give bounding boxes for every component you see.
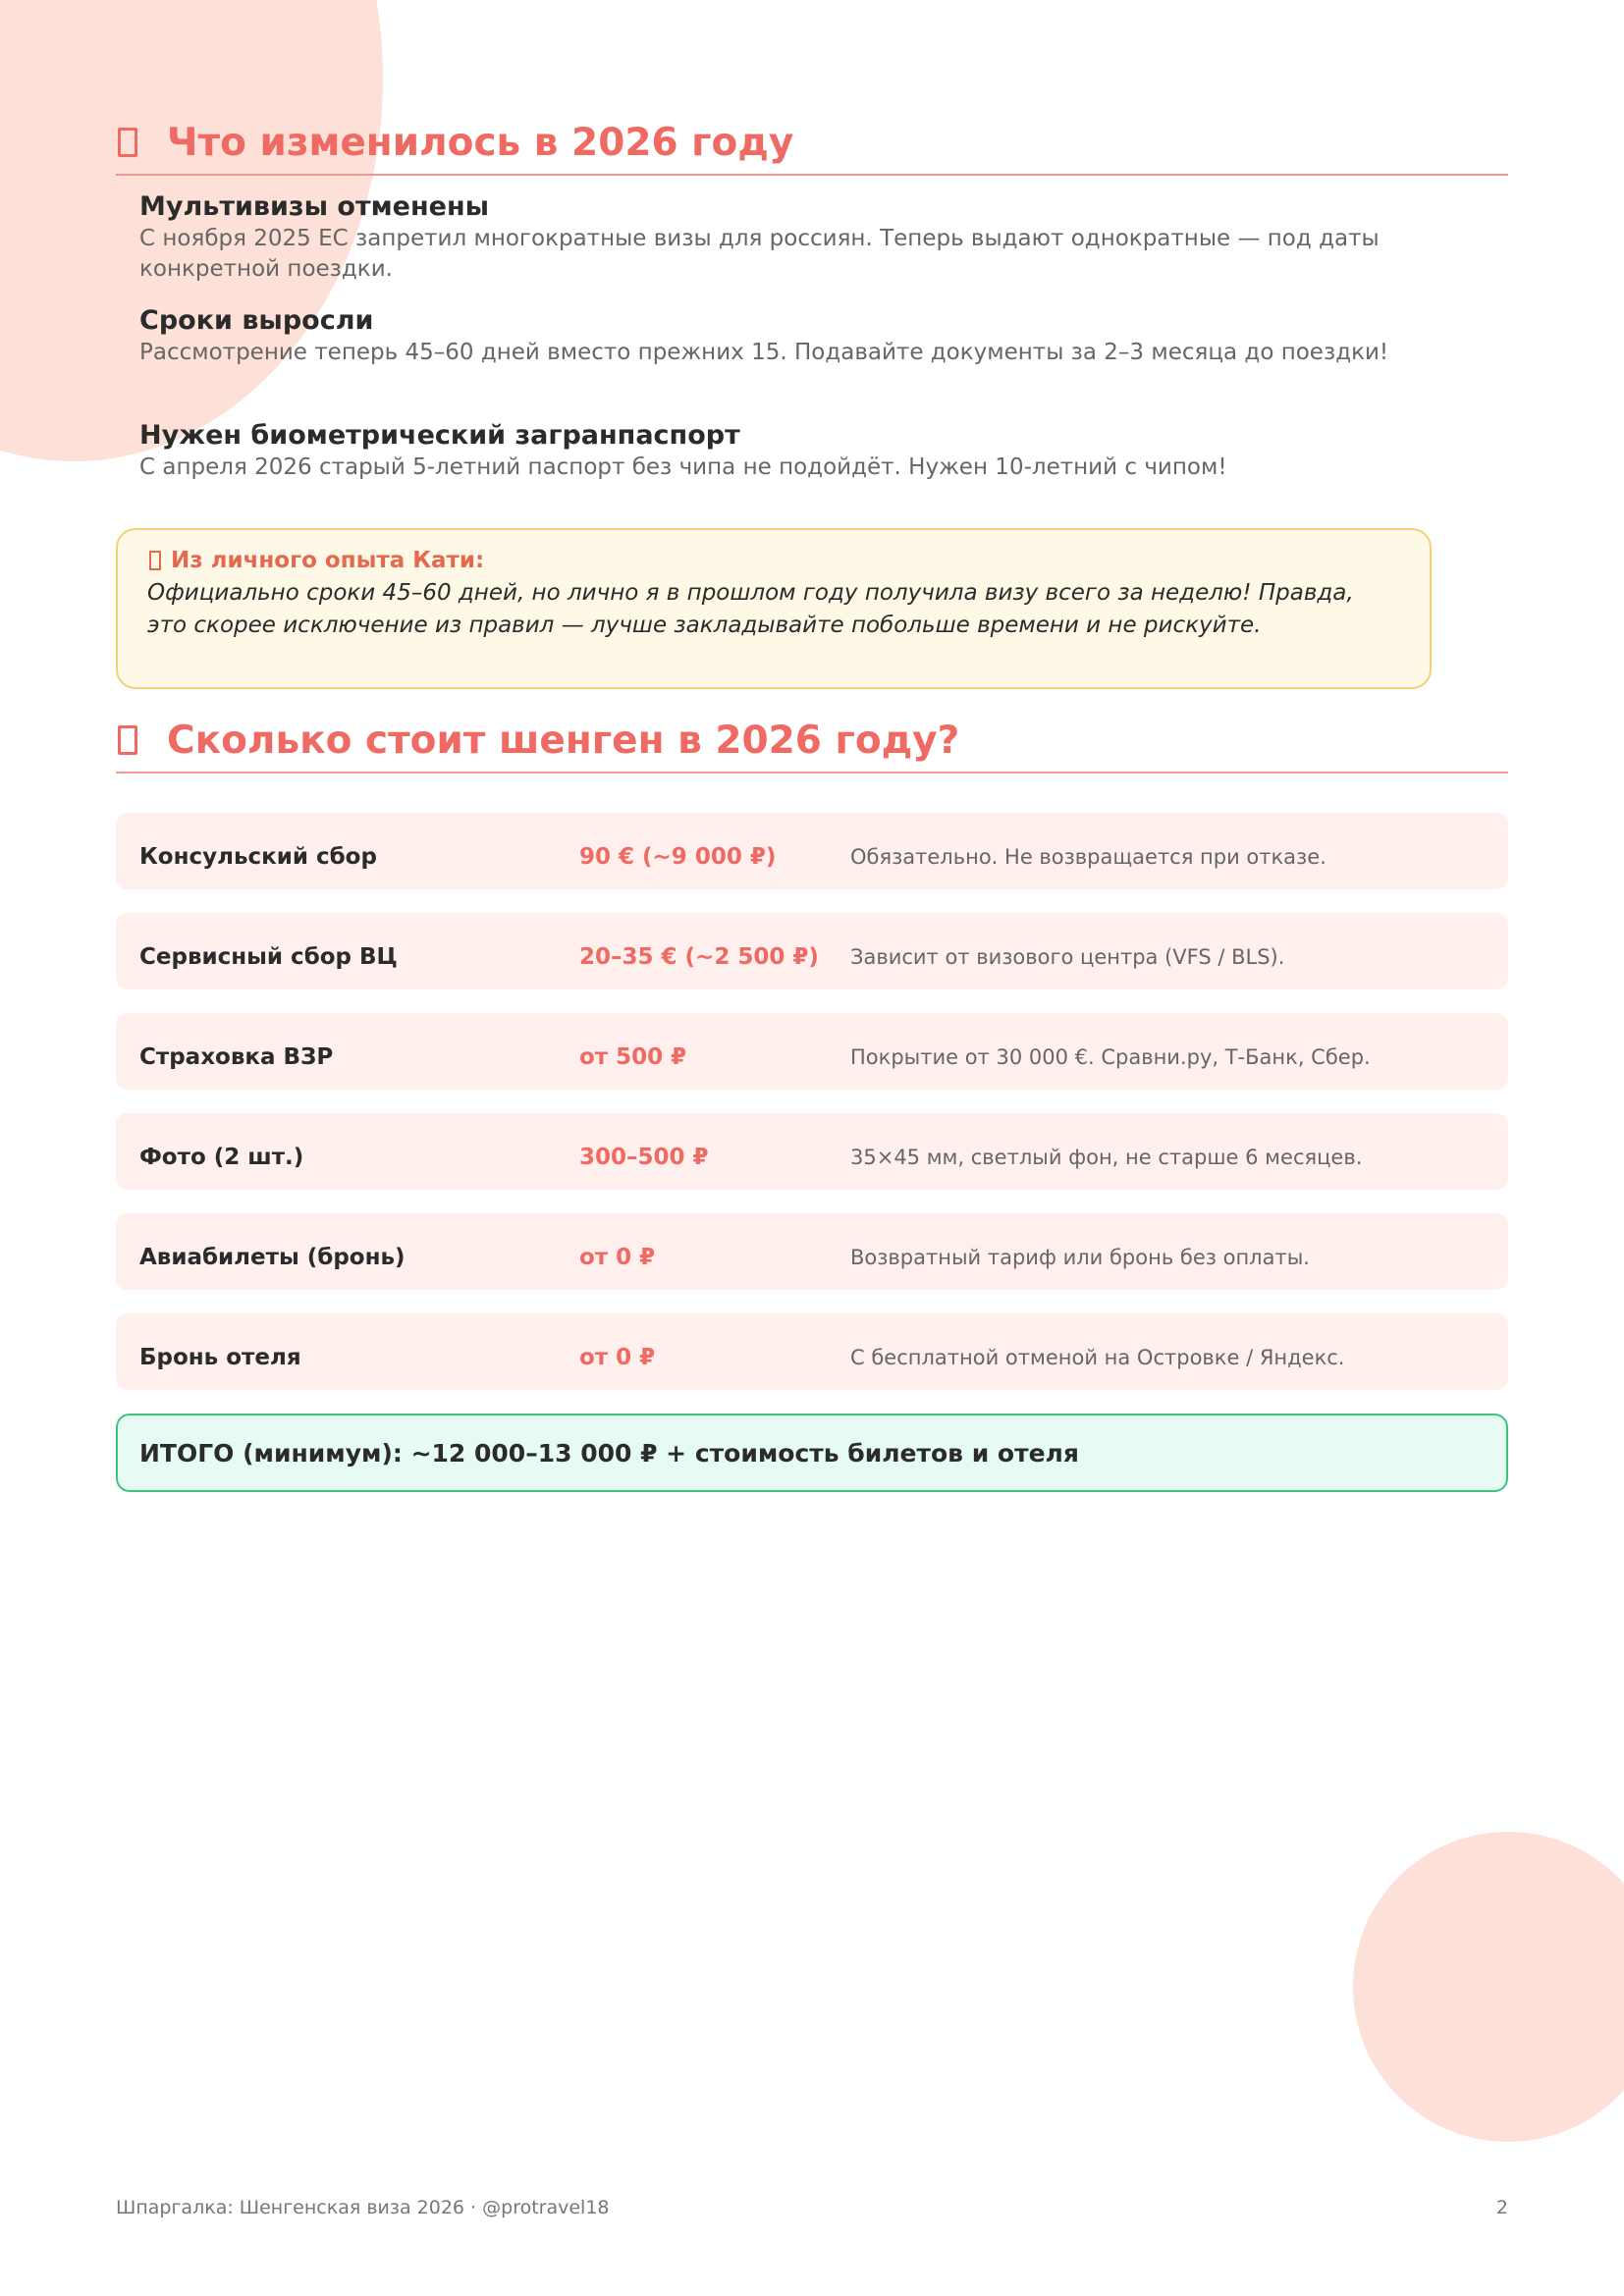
cost-name: Сервисный сбор ВЦ <box>139 944 398 970</box>
cost-note: С бесплатной отменой на Островке / Яндекс. <box>850 1346 1345 1369</box>
section-costs-header <box>116 709 1508 774</box>
cost-price: от 500 ₽ <box>579 1044 687 1070</box>
cost-row <box>116 1313 1508 1390</box>
cost-row <box>116 813 1508 889</box>
tip-text: Официально сроки 45–60 дней, но лично я в прошлом году получила визу всего за неделю! Правда, это скорее исключение из правил — лучше закладывайте побольше времени и не рискуйте. <box>147 580 1354 638</box>
note-icon <box>149 551 161 570</box>
cost-row <box>116 1113 1508 1190</box>
tip-heading-text: Из личного опыта Кати: <box>171 548 485 573</box>
cost-note: Покрытие от 30 000 €. Сравни.ру, Т-Банк, Сбер. <box>850 1045 1371 1069</box>
tag-icon <box>118 128 137 157</box>
cost-row <box>116 913 1508 989</box>
footer-caption: Шпаргалка: Шенгенская виза 2026 · @protravel18 <box>116 2197 610 2218</box>
cost-price: 90 € (~9 000 ₽) <box>579 844 777 870</box>
change-item-text: С апреля 2026 старый 5-летний паспорт без чипа не подойдёт. Нужен 10-летний с чипом! <box>139 454 1227 480</box>
cost-name: Бронь отеля <box>139 1345 301 1370</box>
section-changes-title: Что изменилось в 2026 году <box>167 120 794 165</box>
cost-name: Фото (2 шт.) <box>139 1145 304 1170</box>
cost-price: от 0 ₽ <box>579 1245 656 1270</box>
change-item-title: Мультивизы отменены <box>139 191 490 222</box>
cost-note: 35×45 мм, светлый фон, не старше 6 месяцев. <box>850 1146 1363 1169</box>
change-item-passport <box>139 419 1455 483</box>
cost-row <box>116 1013 1508 1090</box>
cost-name: Страховка ВЗР <box>139 1044 334 1070</box>
change-item-title: Нужен биометрический загранпаспорт <box>139 420 740 451</box>
cost-price: 20–35 € (~2 500 ₽) <box>579 944 819 970</box>
change-item-text: Рассмотрение теперь 45–60 дней вместо прежних 15. Подавайте документы за 2–3 месяца до поездки! <box>139 340 1389 365</box>
cost-name: Консульский сбор <box>139 844 377 870</box>
personal-tip-box <box>116 528 1432 689</box>
total-summary: ИТОГО (минимум): ~12 000–13 000 ₽ + стоимость билетов и отеля <box>116 1414 1508 1492</box>
cost-note: Обязательно. Не возвращается при отказе. <box>850 845 1326 869</box>
wallet-icon <box>118 725 137 755</box>
cost-price: 300–500 ₽ <box>579 1145 709 1170</box>
page-footer <box>116 2197 1508 2218</box>
change-item-title: Сроки выросли <box>139 305 374 336</box>
cost-note: Зависит от визового центра (VFS / BLS). <box>850 945 1285 969</box>
section-costs-title: Сколько стоит шенген в 2026 году? <box>167 718 960 763</box>
cost-name: Авиабилеты (бронь) <box>139 1245 406 1270</box>
cost-note: Возвратный тариф или бронь без оплаты. <box>850 1246 1310 1269</box>
decorative-circle-bottom <box>1353 1832 1624 2142</box>
change-item-text: С ноября 2025 ЕС запретил многократные визы для россиян. Теперь выдают однократные — под даты конкретной поездки. <box>139 226 1380 282</box>
cost-price: от 0 ₽ <box>579 1345 656 1370</box>
cost-row <box>116 1213 1508 1290</box>
change-item-deadlines <box>139 304 1455 368</box>
page-number: 2 <box>1495 2197 1508 2218</box>
tip-heading <box>147 546 1400 575</box>
change-item-multivisa <box>139 190 1455 285</box>
section-changes-header <box>116 111 1508 176</box>
